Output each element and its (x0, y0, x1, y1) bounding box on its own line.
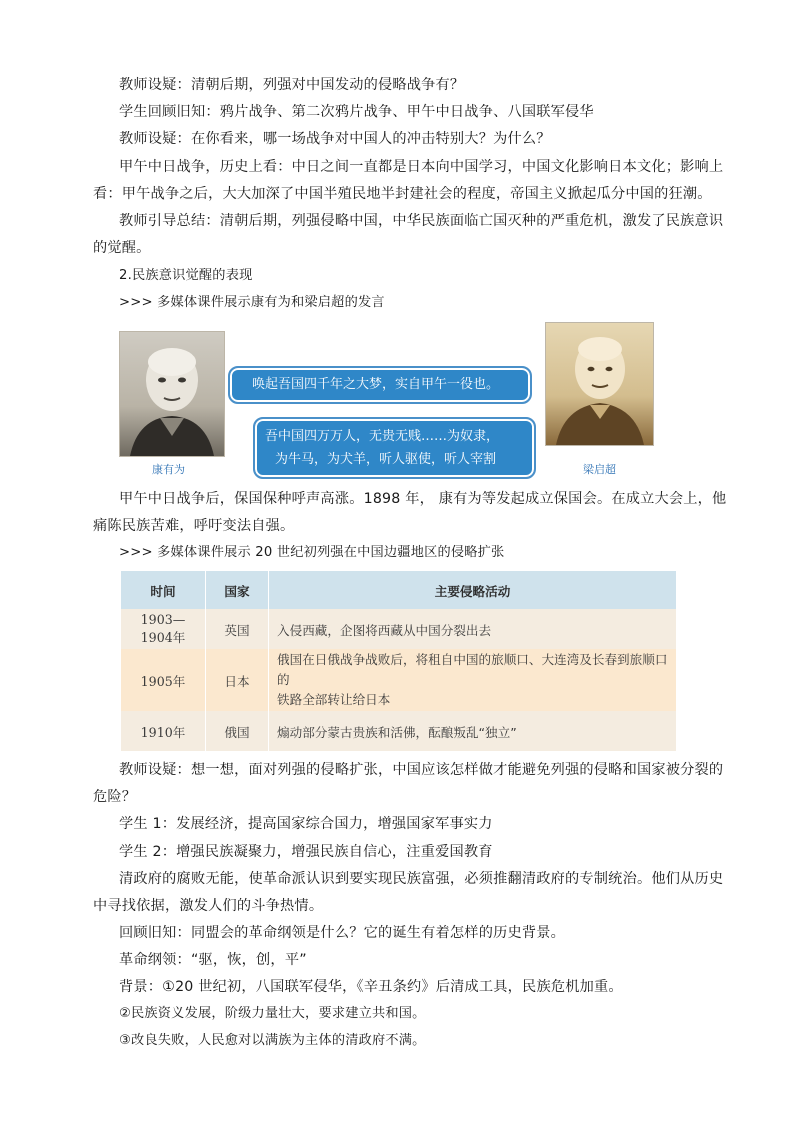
table-cell-activity (269, 711, 677, 751)
table-header: 国家 (206, 571, 269, 609)
liang-qichao-portrait-image (545, 322, 654, 446)
quote-text-line-2: 为牛马，为犬羊，听人驱使，听人宰割 (275, 452, 497, 467)
paragraph-line: 教师设疑：想一想，面对列强的侵略扩张，中国应该怎样做才能避免列强的侵略和国家被分裂的 (119, 762, 724, 778)
table-cell-time: 1905年 (121, 649, 206, 711)
paragraph-line: 回顾旧知：同盟会的革命纲领是什么？它的诞生有着怎样的历史背景。 (119, 925, 566, 941)
table-cell-time: 1910年 (121, 711, 206, 751)
table-cell-country: 俄国 (206, 711, 269, 751)
paragraph-line: ②民族资义发展，阶级力量壮大，要求建立共和国。 (119, 1006, 426, 1021)
table-cell-country: 英国 (206, 609, 269, 649)
paragraph-line: 教师设疑：清朝后期，列强对中国发动的侵略战争有？ (119, 77, 465, 93)
paragraph-line: 背景：①20 世纪初，八国联军侵华，《辛丑条约》后清成工具，民族危机加重。 (119, 979, 623, 995)
kang-youwei-portrait-image (119, 331, 225, 457)
quote-bubble-kang (253, 417, 536, 479)
table-row (121, 649, 677, 711)
multimedia-note: >>> 多媒体课件展示 20 世纪初列强在中国边疆地区的侵略扩张 (119, 545, 505, 560)
paragraph-line: 革命纲领：“驱，恢，创，平” (119, 952, 307, 968)
table-header: 主要侵略活动 (269, 571, 677, 609)
quote-text: 唤起吾国四千年之大梦，实自甲午一役也。 (252, 377, 500, 392)
table-cell-time: 1903—1904年 (121, 609, 206, 649)
paragraph-line: 危险？ (93, 789, 137, 805)
table-row (121, 609, 677, 649)
table-row (121, 711, 677, 751)
table-cell-activity (269, 649, 677, 711)
paragraph-line: 清政府的腐败无能，使革命派认识到要实现民族富强，必须推翻清政府的专制统治。他们从历史 (119, 871, 724, 887)
activity-text: 入侵西藏，企图将西藏从中国分裂出去 (277, 622, 492, 638)
paragraph-line: 甲午中日战争后，保国保种呼声高涨。1898 年， 康有为等发起成立保国会。在成立大会上，他 (119, 491, 727, 507)
table-header-row (121, 571, 677, 609)
paragraph-line: 甲午中日战争，历史上看：中日之间一直都是日本向中国学习，中国文化影响日本文化；影响上 (119, 159, 724, 175)
paragraph-line: 看：甲午战争之后，大大加深了中国半殖民地半封建社会的程度，帝国主义掀起瓜分中国的狂潮。 (93, 186, 712, 202)
multimedia-note: >>> 多媒体课件展示康有为和梁启超的发言 (119, 295, 385, 310)
section-heading: 2.民族意识觉醒的表现 (119, 268, 253, 283)
paragraph-line: 学生 2：增强民族凝聚力，增强民族自信心，注重爱国教育 (119, 844, 493, 860)
paragraph-line: 教师设疑：在你看来，哪一场战争对中国人的冲击特别大？为什么？ (119, 131, 551, 147)
paragraph-line: 学生回顾旧知：鸦片战争、第二次鸦片战争、甲午中日战争、八国联军侵华 (119, 104, 594, 120)
paragraph-line: 痛陈民族苦难，呼吁变法自强。 (93, 518, 295, 534)
table-cell-activity (269, 609, 677, 649)
quote-text-line-1: 吾中国四万万人，无贵无贱……为奴隶， (265, 429, 500, 444)
paragraph-line: ③改良失败，人民愈对以满族为主体的清政府不满。 (119, 1033, 426, 1048)
table-header: 时间 (121, 571, 206, 609)
activity-text: 铁路全部转让给日本 (277, 692, 391, 707)
paragraph-line: 中寻找依据，激发人们的斗争热情。 (93, 898, 324, 914)
right-portrait-caption: 梁启超 (583, 463, 616, 476)
paragraph-line: 的觉醒。 (93, 240, 151, 256)
paragraph-line: 教师引导总结：清朝后期，列强侵略中国，中华民族面临亡国灭种的严重危机，激发了民族意识 (119, 213, 724, 229)
invasion-table (121, 571, 677, 751)
table-cell-country: 日本 (206, 649, 269, 711)
left-portrait-caption: 康有为 (152, 463, 185, 476)
activity-text: 煽动部分蒙古贵族和活佛，酝酿叛乱“独立” (277, 724, 517, 740)
quote-bubble-liang (228, 366, 532, 404)
activity-text: 俄国在日俄战争战败后，将租自中国的旅顺口、大连湾及长春到旅顺口的 (277, 652, 668, 687)
paragraph-line: 学生 1：发展经济，提高国家综合国力，增强国家军事实力 (119, 816, 493, 832)
